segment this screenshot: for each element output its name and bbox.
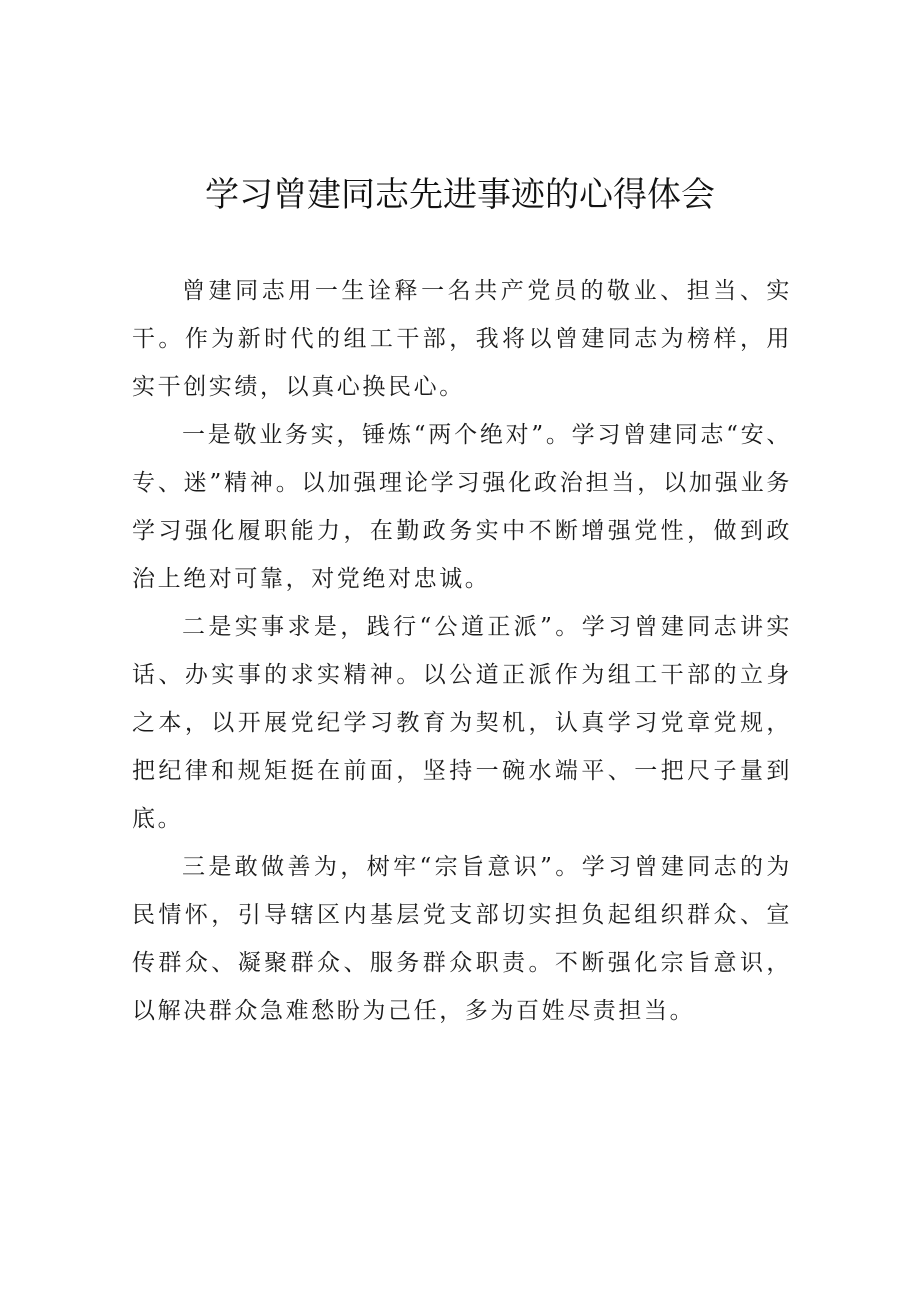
document-body [132, 267, 792, 1035]
document-title: 学习曾建同志先进事迹的心得体会 [205, 175, 715, 215]
paragraph-point-two: 二是实事求是，践行“公道正派”。学习曾建同志讲实话、办实事的求实精神。以公道正派作为组工干部的立身之本，以开展党纪学习教育为契机，认真学习党章党规，把纪律和规矩挺在前面，坚持一碗水端平、一把尺子量到底。 [132, 614, 792, 832]
paragraph-point-one: 一是敬业务实，锤炼“两个绝对”。学习曾建同志“安、专、迷”精神。以加强理论学习强化政治担当，以加强业务学习强化履职能力，在勤政务实中不断增强党性，做到政治上绝对可靠，对党绝对忠诚。 [132, 422, 792, 592]
paragraph-point-three: 三是敢做善为，树牢“宗旨意识”。学习曾建同志的为民情怀，引导辖区内基层党支部切实担负起组织群众、宣传群众、凝聚群众、服务群众职责。不断强化宗旨意识，以解决群众急难愁盼为己任，多为百姓尽责担当。 [132, 854, 792, 1024]
paragraph-intro: 曾建同志用一生诠释一名共产党员的敬业、担当、实干。作为新时代的组工干部，我将以曾建同志为榜样，用实干创实绩，以真心换民心。 [132, 278, 792, 400]
